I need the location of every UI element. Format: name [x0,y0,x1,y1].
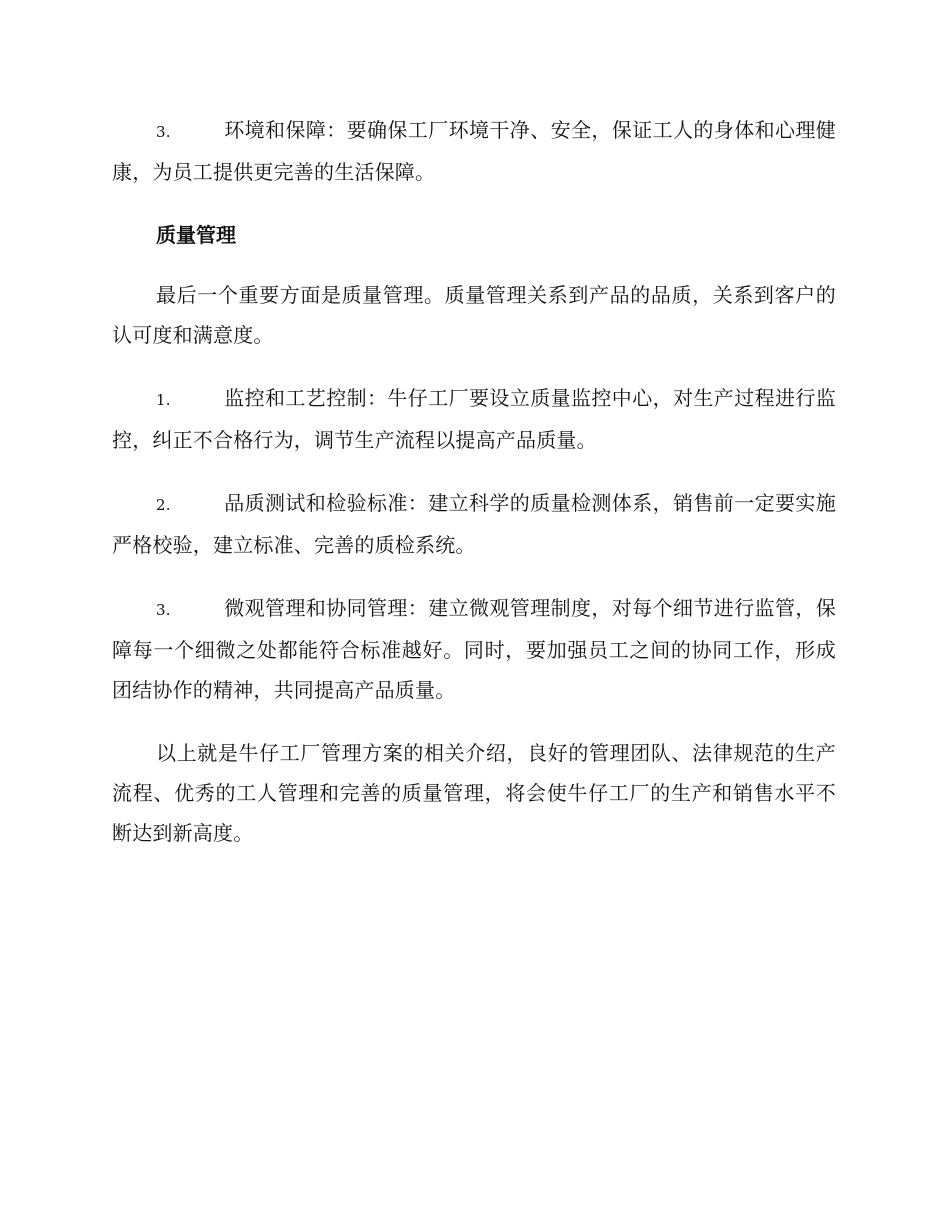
quality-intro-paragraph: 最后一个重要方面是质量管理。质量管理关系到产品的品质，关系到客户的认可度和满意度。 [112,283,836,347]
conclusion-paragraph: 以上就是牛仔工厂管理方案的相关介绍，良好的管理团队、法律规范的生产流程、优秀的工人管理和完善的质量管理，将会使牛仔工厂的生产和销售水平不断达到新高度。 [112,741,836,845]
section-heading-quality: 质量管理 [156,223,236,247]
list-item-text: 监控和工艺控制：牛仔工厂要设立质量监控中心，对生产过程进行监控，纠正不合格行为，调节生产流程以提高产品质量。 [112,386,836,452]
list-item-text: 环境和保障：要确保工厂环境干净、安全，保证工人的身体和心理健康，为员工提供更完善的生活保障。 [112,118,836,184]
list-item-text: 微观管理和协同管理：建立微观管理制度，对每个细节进行监管，保障每一个细微之处都能符合标准越好。同时，要加强员工之间的协同工作，形成团结协作的精神，共同提高产品质量。 [112,596,836,702]
list-item-monitoring [112,378,836,460]
list-number: 2. [156,496,171,514]
list-number: 3. [156,123,171,141]
list-item-micro-management [112,588,836,710]
list-number: 1. [156,391,171,409]
list-number: 3. [156,601,171,619]
list-item-environment [112,110,836,192]
document-page [112,110,836,876]
list-item-text: 品质测试和检验标准：建立科学的质量检测体系，销售前一定要实施严格校验，建立标准、完善的质检系统。 [112,491,836,557]
list-item-testing [112,483,836,565]
